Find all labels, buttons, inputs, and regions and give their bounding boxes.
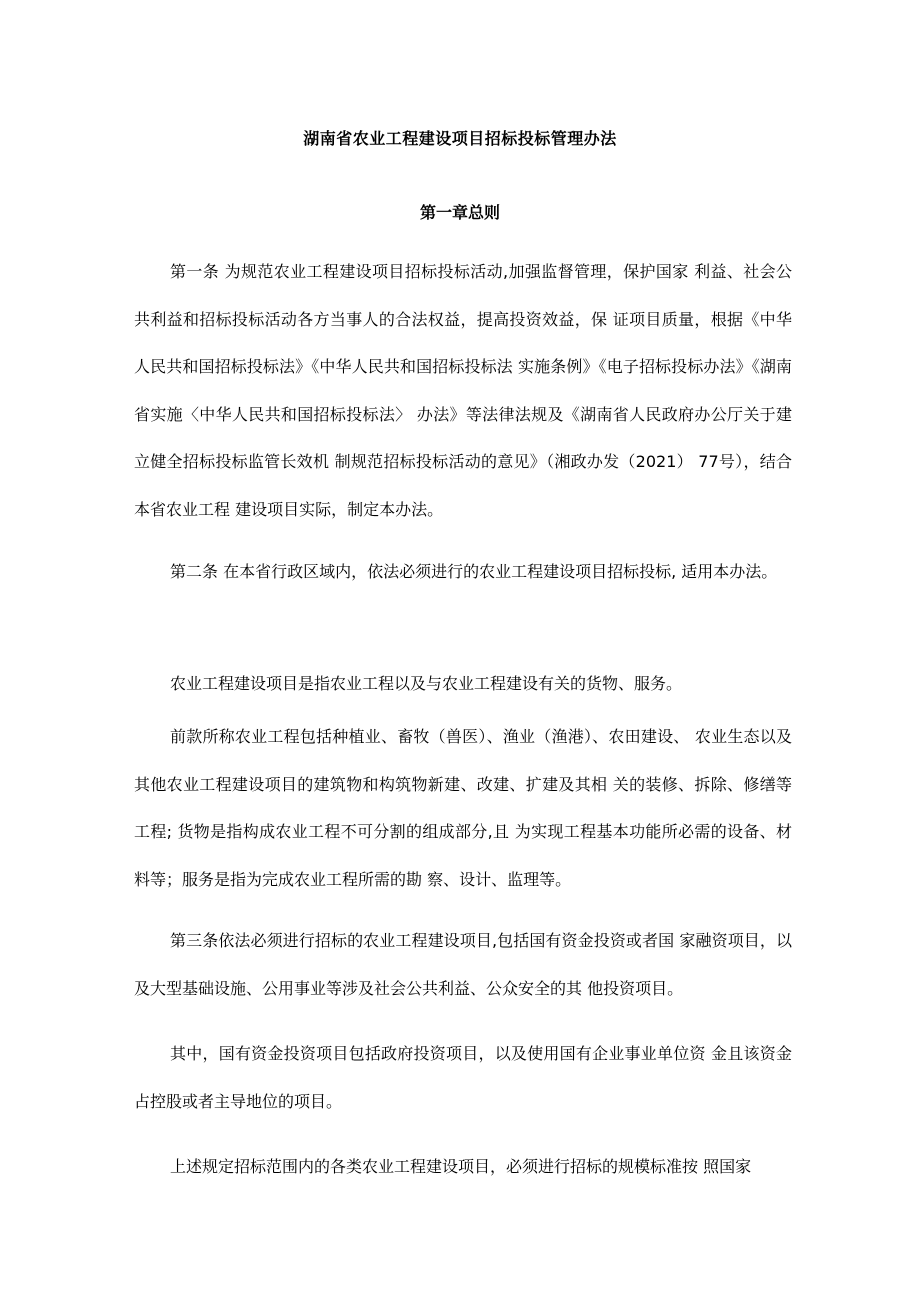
paragraph-scope-detail: 前款所称农业工程包括种植业、畜牧（兽医）、渔业（渔港）、农田建设、 农业生态以及其他农业工程建设项目的建筑物和构筑物新建、改建、扩建及其相 关的装修、拆除、修缮等工程; 货物是指构成农业工程不可分割的组成部分,且 为实现工程基本功能所必需的设备、材料等；服务是指为完成农业工程所需的勘 察、设计、监理等。 (134, 727, 792, 889)
document-title: 湖南省农业工程建设项目招标投标管理办法 (303, 129, 617, 148)
paragraph-scale-standard: 上述规定招标范围内的各类农业工程建设项目，必须进行招标的规模标准按 照国家 (170, 1157, 752, 1176)
paragraph-article-3: 第三条依法必须进行招标的农业工程建设项目,包括国有资金投资或者国 家融资项目，以及大型基础设施、公用事业等涉及社会公共利益、公众安全的其 他投资项目。 (134, 931, 792, 998)
paragraph-definition: 农业工程建设项目是指农业工程以及与农业工程建设有关的货物、服务。 (170, 674, 683, 693)
paragraph-article-1: 第一条 为规范农业工程建设项目招标投标活动,加强监督管理，保护国家 利益、社会公共利益和招标投标活动各方当事人的合法权益，提高投资效益，保 证项目质量，根据《中华人民共和国招标投标法》《中华人民共和国招标投标法 实施条例》《电子招标投标办法》《湖南省实施〈中华人民共和国招标投标法〉 办法》等法律法规及《湖南省人民政府办公厅关于建立健全招标投标监管长效机 制规范招标投标活动的意见》（湘政办发（2021） 77号），结合本省农业工程 建设项目实际，制定本办法。 (134, 262, 792, 519)
paragraph-state-funds: 其中，国有资金投资项目包括政府投资项目，以及使用国有企业事业单位资 金且该资金占控股或者主导地位的项目。 (134, 1044, 792, 1111)
chapter-heading: 第一章总则 (419, 203, 500, 222)
paragraph-article-2: 第二条 在本省行政区域内，依法必须进行的农业工程建设项目招标投标, 适用本办法。 (170, 562, 778, 581)
